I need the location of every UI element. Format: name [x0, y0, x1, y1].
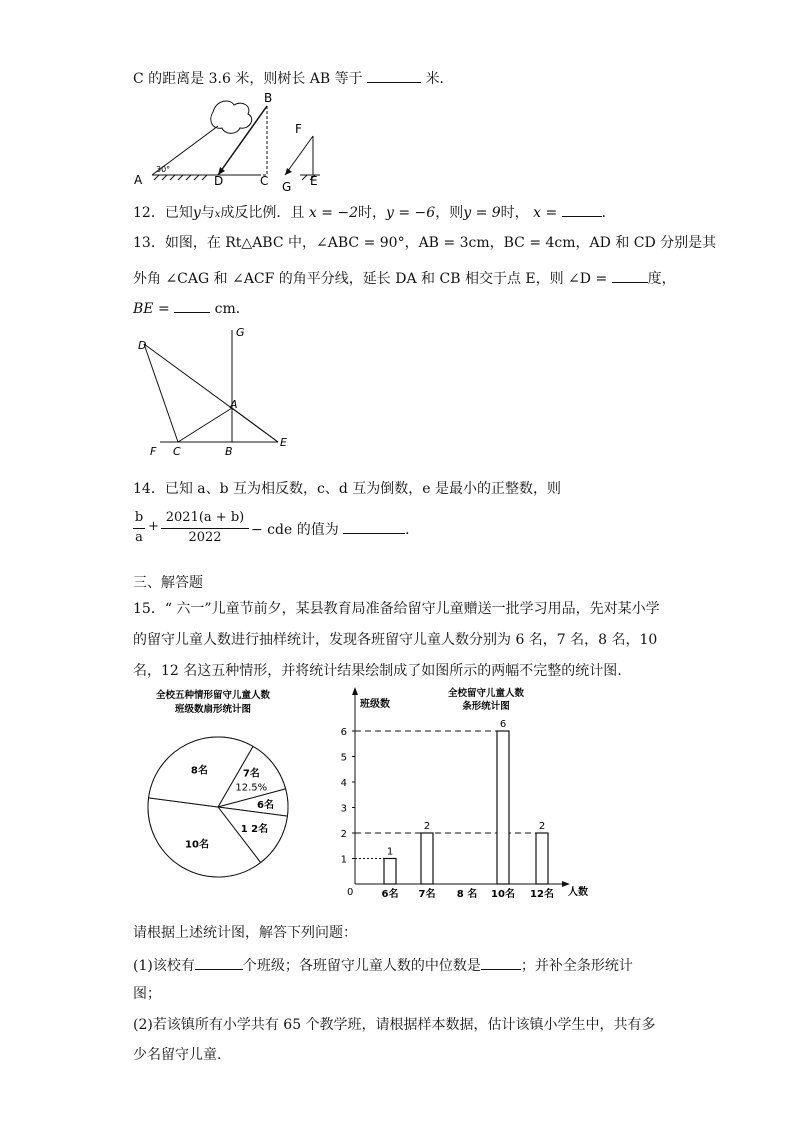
q15-part1	[133, 955, 633, 975]
bar-4	[536, 833, 548, 884]
q14-plus: +	[148, 519, 159, 534]
pie-label-1: 6名	[257, 799, 274, 811]
q13-line2-a: 外角 ∠CAG 和 ∠ACF 的角平分线，延长 DA 和 CB 相交于点 E，则 ∠D =	[133, 271, 608, 287]
q15-line3: 名，12 名这五种情形，并将统计结果绘制成了如图所示的两幅不完整的统计图.	[133, 663, 622, 679]
bar-data-label-3: 6	[499, 719, 507, 730]
bar-xlabel-1: 7名	[418, 889, 436, 900]
q14-frac1-line	[133, 528, 145, 529]
q13-line1: 13．如图，在 Rt△ABC 中，∠ABC = 90°，AB = 3cm，BC = 4cm，AD 和 CD 分别是其	[133, 235, 717, 251]
q13-label-E: E	[280, 436, 287, 449]
q12-var-x: x	[214, 209, 221, 220]
q12-text-d: 时，	[358, 205, 387, 221]
q12-text-a: 12．已知	[133, 205, 193, 221]
q13-line2	[133, 268, 676, 288]
q15-part1-d: 图；	[133, 986, 161, 1002]
q12-answer-blank[interactable]	[562, 202, 602, 217]
q12-text-b: 与	[200, 205, 215, 221]
bar-0	[384, 859, 396, 885]
pie-label-0: 7名	[242, 768, 260, 780]
bar-ytick-label-1: 2	[340, 829, 347, 840]
bar-ytick-label-0: 1	[340, 854, 347, 866]
pie-label-3: 10名	[185, 839, 209, 851]
q15-classes-blank[interactable]	[195, 955, 243, 970]
label-B: B	[264, 91, 273, 105]
bar-origin: 0	[347, 887, 354, 898]
bar-1	[421, 833, 433, 884]
q15-part1-c: ；并补全条形统计	[520, 958, 633, 974]
q14-tail	[251, 519, 419, 539]
pie-label-2: 1 2名	[240, 824, 269, 835]
q14-frac1-den: a	[135, 530, 143, 545]
section3-title: 三、解答题	[133, 575, 203, 591]
bar-ytick-label-2: 3	[340, 803, 347, 815]
q13-label-B: B	[225, 445, 233, 458]
label-C: C	[260, 174, 269, 188]
q13-line3	[133, 298, 250, 318]
pie-chart	[130, 684, 310, 909]
label-A: A	[134, 173, 143, 187]
q12-cond3: y = 9	[463, 205, 501, 221]
bar-chart	[330, 684, 600, 909]
q11-answer-blank[interactable]	[367, 68, 421, 83]
q13-line3-a: BE =	[133, 301, 170, 317]
q12-text-f: 时，	[500, 205, 529, 221]
pie-subtitle: 班级数扇形统计图	[174, 704, 252, 715]
q13-label-A: A	[230, 398, 238, 411]
q13-line2-b: 度，	[647, 271, 676, 287]
q11-text-line	[133, 68, 454, 88]
q14-frac2-den: 2022	[188, 530, 222, 545]
q11-angle-label: 30°	[156, 165, 171, 174]
q11-text-after: 米．	[425, 71, 454, 87]
q14-expression	[133, 508, 420, 548]
q12-text-c: 成反比例．且	[220, 205, 305, 221]
q15-part1-a: (1)该校有	[133, 958, 195, 974]
bar-data-label-1: 2	[423, 821, 431, 832]
bar-ytick-label-4: 5	[340, 752, 347, 764]
q15-line1: 15．“ 六一”儿童节前夕，某县教育局准备给留守儿童赠送一批学习用品，先对某小学	[133, 601, 660, 617]
q14-frac2-line	[161, 528, 249, 529]
pie-annotation-0: 12.5%	[235, 782, 268, 794]
q15-part2-a: (2)若该镇所有小学共有 65 个教学班，请根据样本数据，估计该镇小学生中，共有多	[133, 1017, 656, 1033]
bar-ylabel: 班级数	[360, 699, 390, 710]
q12-line	[133, 202, 616, 224]
bar-ytick-label-3: 4	[340, 778, 347, 789]
bar-3	[497, 731, 509, 884]
q15-part1-b: 个班级；各班留守儿童人数的中位数是	[242, 958, 481, 974]
bar-y-arrow	[352, 687, 358, 695]
q13-label-G: G	[236, 326, 245, 339]
q13-label-D: D	[138, 339, 147, 352]
q13-label-C: C	[173, 445, 181, 458]
q12-cond2: y = −6	[386, 205, 436, 221]
bar-xlabel: 人数	[568, 887, 588, 898]
label-E: E	[310, 174, 318, 188]
q14-minus-term: − cde 的值为	[251, 522, 339, 538]
label-D: D	[214, 174, 224, 188]
q12-cond1: x = −2	[308, 205, 359, 221]
q13-be-blank[interactable]	[174, 298, 210, 313]
bar-xlabel-2: 8 名	[456, 889, 478, 900]
bar-data-label-0: 1	[386, 846, 394, 858]
q13-figure	[130, 322, 300, 462]
q14-end: ．	[405, 522, 420, 538]
q15-after1: 请根据上述统计图，解答下列问题：	[133, 925, 357, 941]
q14-answer-blank[interactable]	[343, 519, 405, 534]
label-F: F	[295, 122, 302, 136]
bar-xlabel-0: 6名	[381, 889, 399, 900]
q11-text-before: C 的距离是 3.6 米，则树长 AB 等于	[133, 71, 363, 87]
q12-ask: x =	[533, 205, 558, 221]
q12-end: ．	[601, 205, 616, 221]
pie-title: 全校五种情形留守儿童人数	[155, 690, 271, 701]
pie-label-4: 8名	[190, 765, 208, 777]
q13-angle-blank[interactable]	[612, 268, 648, 283]
q13-label-F: F	[150, 445, 157, 458]
bar-xlabel-3: 10名	[491, 889, 515, 900]
q15-median-blank[interactable]	[481, 955, 521, 970]
q14-line1: 14．已知 a、b 互为相反数，c、d 互为倒数，e 是最小的正整数，则	[133, 481, 562, 497]
q14-frac2-num: 2021(a + b)	[165, 510, 245, 525]
q12-text-e: ，则	[435, 205, 464, 221]
bar-ytick-label-5: 6	[340, 727, 347, 738]
q11-figure	[130, 88, 330, 193]
bar-data-label-4: 2	[538, 821, 546, 832]
q14-frac1-num: b	[134, 510, 144, 525]
q13-line3-b: cm．	[214, 301, 250, 317]
q12-var-y: y	[192, 205, 201, 221]
q15-line2: 的留守儿童人数进行抽样统计，发现各班留守儿童人数分别为 6 名，7 名，8 名，10	[133, 632, 658, 648]
bar-title: 全校留守儿童人数	[447, 688, 525, 699]
label-G: G	[282, 180, 292, 193]
bar-subtitle: 条形统计图	[462, 701, 510, 712]
bar-xlabel-4: 12名	[530, 889, 554, 900]
q15-part2-b: 少名留守儿童.	[133, 1047, 222, 1063]
